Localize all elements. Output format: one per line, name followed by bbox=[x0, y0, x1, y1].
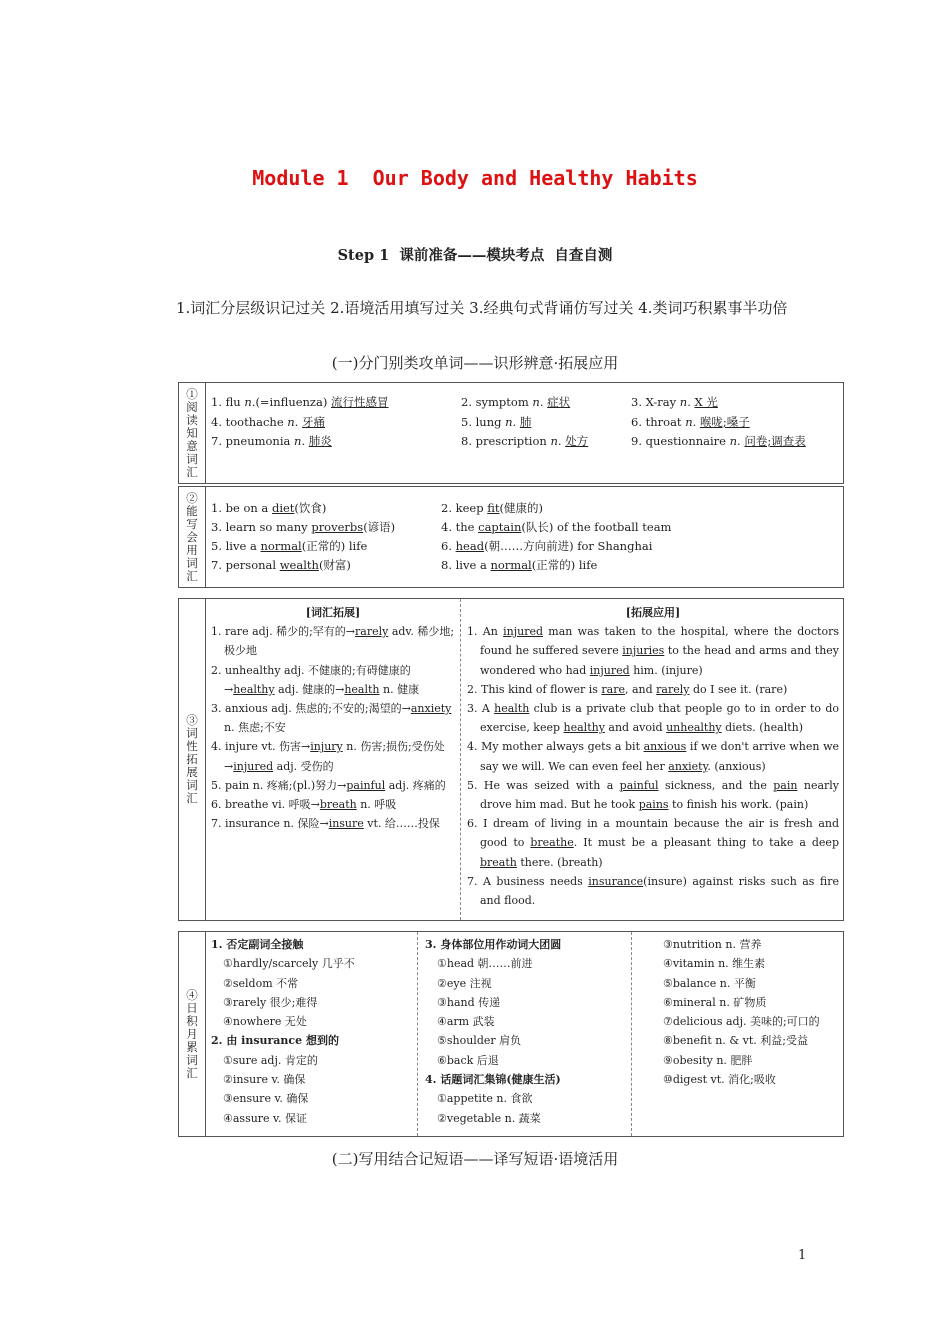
vocab-entry: ④assure v. 保证 bbox=[223, 1111, 307, 1125]
answer-text: normal bbox=[490, 558, 532, 572]
word-family-label: ③词性拓展词汇 bbox=[179, 599, 206, 920]
module-title: Module 1 Our Body and Healthy Habits bbox=[252, 166, 698, 190]
vocab-entry: ①head 朝……前进 bbox=[437, 957, 533, 971]
answer-text: injured bbox=[233, 759, 274, 773]
answer-text: insurance bbox=[588, 874, 644, 888]
vocab-entry: ③rarely 很少;难得 bbox=[223, 995, 318, 1009]
word-expansion-item: 1. rare adj. 稀少的;罕有的→rarely adv. 稀少地;极少地 bbox=[211, 625, 455, 658]
answer-text: rarely bbox=[656, 682, 690, 696]
reading-vocab-item: 6. throat n. 喉咙;嗓子 bbox=[631, 415, 750, 429]
writing-vocab-label: ②能写会用词汇 bbox=[179, 487, 206, 587]
vocab-entry: ②vegetable n. 蔬菜 bbox=[437, 1111, 541, 1125]
part-of-speech: n. bbox=[685, 415, 697, 429]
part-of-speech: n. bbox=[294, 434, 306, 448]
vocab-entry: ⑤balance n. 平衡 bbox=[663, 976, 756, 990]
answer-text: breath bbox=[480, 855, 517, 869]
expansion-application-item: 2. This kind of flower is rare, and rarely do I see it. (rare) bbox=[467, 682, 788, 696]
reading-vocab-item: 1. flu n.(=influenza) 流行性感冒 bbox=[211, 395, 389, 409]
answer-text: rarely bbox=[355, 625, 389, 639]
word-expansion-item: 6. breathe vi. 呼吸→breath n. 呼吸 bbox=[211, 798, 397, 812]
vocab-entry: ②seldom 不常 bbox=[223, 976, 299, 990]
expansion-application-item: 4. My mother always gets a bit anxious if we don't arrive when we say we will. We can even feel her anxiety. (anxious) bbox=[467, 740, 840, 773]
vocab-entry: ④arm 武装 bbox=[437, 1015, 495, 1029]
answer-text: anxiety bbox=[410, 702, 452, 716]
expansion-application-item: 6. I dream of living in a mountain because the air is fresh and good to breathe. It must be a pleasant thing to take a deep breath there. (breath) bbox=[467, 817, 839, 869]
answer-text: anxious bbox=[643, 740, 687, 754]
topic-heading: 3. 身体部位用作动词大团圆 bbox=[425, 938, 562, 951]
reading-vocab-item: 3. X-ray n. X 光 bbox=[631, 395, 718, 409]
answer-text: 处方 bbox=[565, 434, 589, 448]
part-of-speech: n. bbox=[679, 395, 691, 409]
reading-vocab-item: 7. pneumonia n. 肺炎 bbox=[211, 434, 332, 448]
word-family-box bbox=[178, 598, 844, 921]
expansion-application-item: 1. An injured man was taken to the hospital, where the doctors found he suffered severe injuries to the head and arms and they wondered who had injured him. (injure) bbox=[467, 625, 840, 677]
answer-text: unhealthy bbox=[666, 721, 722, 735]
reading-vocab-item: 5. lung n. 肺 bbox=[461, 415, 532, 429]
answer-text: pain bbox=[773, 778, 798, 792]
vocab-entry: ④nowhere 无处 bbox=[223, 1015, 307, 1029]
word-expansion-column bbox=[211, 603, 455, 833]
section2-heading: (二)写用结合记短语——译写短语·语境活用 bbox=[331, 1150, 619, 1168]
answer-text: healthy bbox=[563, 721, 605, 735]
answer-text: injured bbox=[589, 663, 630, 677]
answer-text: 流行性感冒 bbox=[331, 395, 389, 409]
negative-adverbs-column bbox=[211, 935, 355, 1128]
step-heading: Step 1 课前准备——模块考点 自查自测 bbox=[337, 247, 613, 264]
answer-text: healthy bbox=[233, 682, 275, 696]
writing-vocab-item: 6. head(朝……方向前进) for Shanghai bbox=[441, 539, 653, 553]
word-expansion-item: 5. pain n. 疼痛;(pl.)努力→painful adj. 疼痛的 bbox=[211, 778, 446, 792]
answer-text: 牙痛 bbox=[302, 415, 326, 429]
answer-text: captain bbox=[478, 520, 522, 534]
answer-text: normal bbox=[260, 539, 302, 553]
word-expansion-item: 4. injure vt. 伤害→injury n. 伤害;损伤;受伤处→injured adj. 受伤的 bbox=[211, 740, 445, 773]
reading-vocab-item: 8. prescription n. 处方 bbox=[461, 434, 589, 448]
answer-text: anxiety bbox=[668, 759, 708, 773]
vocab-entry: ②eye 注视 bbox=[437, 976, 492, 990]
answer-text: insure bbox=[328, 817, 364, 831]
expansion-application-item: 5. He was seized with a painful sickness, and the pain nearly drove him mad. But he took pains to finish his work. (pain) bbox=[467, 778, 840, 812]
vocab-entry: ⑨obesity n. 肥胖 bbox=[663, 1053, 753, 1067]
topic-heading: 1. 否定副词全接触 bbox=[211, 938, 304, 951]
expansion-application-header: [拓展应用] bbox=[625, 606, 681, 619]
writing-vocab-box bbox=[178, 486, 844, 588]
vocab-entry: ②insure v. 确保 bbox=[223, 1073, 306, 1087]
writing-vocab-item: 1. be on a diet(饮食) bbox=[211, 501, 327, 515]
intro-paragraph: 1.词汇分层级识记过关 2.语境活用填写过关 3.经典句式背诵仿写过关 4.类词巧积累事半功倍 bbox=[176, 299, 788, 317]
body-parts-column bbox=[425, 935, 561, 1128]
answer-text: fit bbox=[487, 501, 500, 515]
vocab-entry: ⑧benefit n. & vt. 利益;受益 bbox=[663, 1034, 808, 1048]
writing-vocab-item: 7. personal wealth(财富) bbox=[211, 558, 351, 572]
vocab-entry: ⑤shoulder 肩负 bbox=[437, 1034, 522, 1048]
accumulated-vocab-label: ④日积月累词汇 bbox=[179, 932, 206, 1136]
answer-text: X 光 bbox=[694, 395, 718, 409]
writing-vocab-item: 5. live a normal(正常的) life bbox=[211, 539, 368, 553]
vocab-entry: ①appetite n. 食欲 bbox=[437, 1092, 533, 1106]
answer-text: injury bbox=[310, 740, 343, 754]
reading-vocab-item: 2. symptom n. 症状 bbox=[461, 395, 571, 409]
answer-text: rare bbox=[601, 682, 625, 696]
answer-text: pains bbox=[638, 798, 669, 812]
vocab-entry: ⑦delicious adj. 美味的;可口的 bbox=[663, 1015, 820, 1029]
vocab-entry: ①sure adj. 肯定的 bbox=[223, 1053, 318, 1067]
expansion-application-column bbox=[467, 603, 839, 910]
answer-text: painful bbox=[619, 778, 659, 792]
part-of-speech: n. bbox=[532, 395, 544, 409]
page-number: 1 bbox=[798, 1248, 807, 1263]
vocab-entry: ③ensure v. 确保 bbox=[223, 1092, 309, 1106]
answer-text: diet bbox=[271, 501, 295, 515]
writing-vocab-item: 2. keep fit(健康的) bbox=[441, 501, 544, 515]
reading-vocab-item: 4. toothache n. 牙痛 bbox=[211, 415, 326, 429]
accumulated-vocab-box bbox=[178, 931, 844, 1137]
word-expansion-item: 3. anxious adj. 焦虑的;不安的;渴望的→anxiety n. 焦虑;不安 bbox=[211, 702, 452, 735]
vocab-entry: ①hardly/scarcely 几乎不 bbox=[223, 957, 355, 971]
reading-vocab-label: ①阅读知意词汇 bbox=[179, 383, 206, 483]
part-of-speech: n. bbox=[505, 415, 517, 429]
answer-text: health bbox=[494, 702, 530, 716]
answer-text: health bbox=[344, 682, 380, 696]
vocab-entry: ⑩digest vt. 消化;吸收 bbox=[663, 1073, 776, 1087]
answer-text: wealth bbox=[279, 558, 319, 572]
word-expansion-header: [词汇拓展] bbox=[305, 606, 361, 619]
writing-vocab-item: 4. the captain(队长) of the football team bbox=[441, 520, 672, 534]
answer-text: breathe bbox=[530, 836, 574, 850]
answer-text: injuries bbox=[622, 644, 665, 658]
expansion-application-item: 7. A business needs insurance(insure) against risks such as fire and flood. bbox=[467, 874, 840, 908]
answer-text: proverbs bbox=[311, 520, 364, 534]
part-of-speech: n. bbox=[287, 415, 299, 429]
answer-text: injured bbox=[503, 625, 544, 639]
health-topic-column bbox=[651, 935, 820, 1089]
word-expansion-item: 7. insurance n. 保险→insure vt. 给……投保 bbox=[211, 817, 440, 831]
reading-vocab-item: 9. questionnaire n. 问卷;调查表 bbox=[631, 434, 806, 448]
vocab-entry: ③nutrition n. 营养 bbox=[663, 938, 762, 951]
answer-text: head bbox=[455, 539, 485, 553]
word-expansion-item: 2. unhealthy adj. 不健康的;有碍健康的→healthy adj. 健康的→health n. 健康 bbox=[211, 663, 420, 696]
part-of-speech: n. bbox=[244, 395, 256, 409]
topic-heading: 4. 话题词汇集锦(健康生活) bbox=[425, 1073, 561, 1087]
answer-text: 问卷;调查表 bbox=[744, 434, 806, 448]
answer-text: breath bbox=[319, 798, 357, 812]
answer-text: 症状 bbox=[547, 395, 571, 409]
part-of-speech: n. bbox=[729, 434, 741, 448]
answer-text: 喉咙;嗓子 bbox=[699, 415, 750, 429]
expansion-application-item: 3. A health club is a private club that people go to in order to do exercise, keep healthy and avoid unhealthy diets. (health) bbox=[467, 702, 839, 735]
reading-vocab-box bbox=[178, 382, 844, 484]
vocab-entry: ③hand 传递 bbox=[437, 995, 501, 1009]
answer-text: painful bbox=[346, 778, 386, 792]
topic-heading: 2. 由 insurance 想到的 bbox=[211, 1034, 339, 1048]
vocab-entry: ④vitamin n. 维生素 bbox=[663, 957, 766, 971]
answer-text: 肺炎 bbox=[308, 434, 332, 448]
section1-heading: (一)分门别类攻单词——识形辨意·拓展应用 bbox=[331, 354, 619, 372]
vocab-entry: ⑥mineral n. 矿物质 bbox=[663, 995, 767, 1009]
answer-text: 肺 bbox=[519, 415, 532, 429]
part-of-speech: n. bbox=[550, 434, 562, 448]
vocab-entry: ⑥back 后退 bbox=[437, 1053, 499, 1067]
writing-vocab-item: 8. live a normal(正常的) life bbox=[441, 558, 598, 572]
writing-vocab-item: 3. learn so many proverbs(谚语) bbox=[211, 520, 396, 534]
